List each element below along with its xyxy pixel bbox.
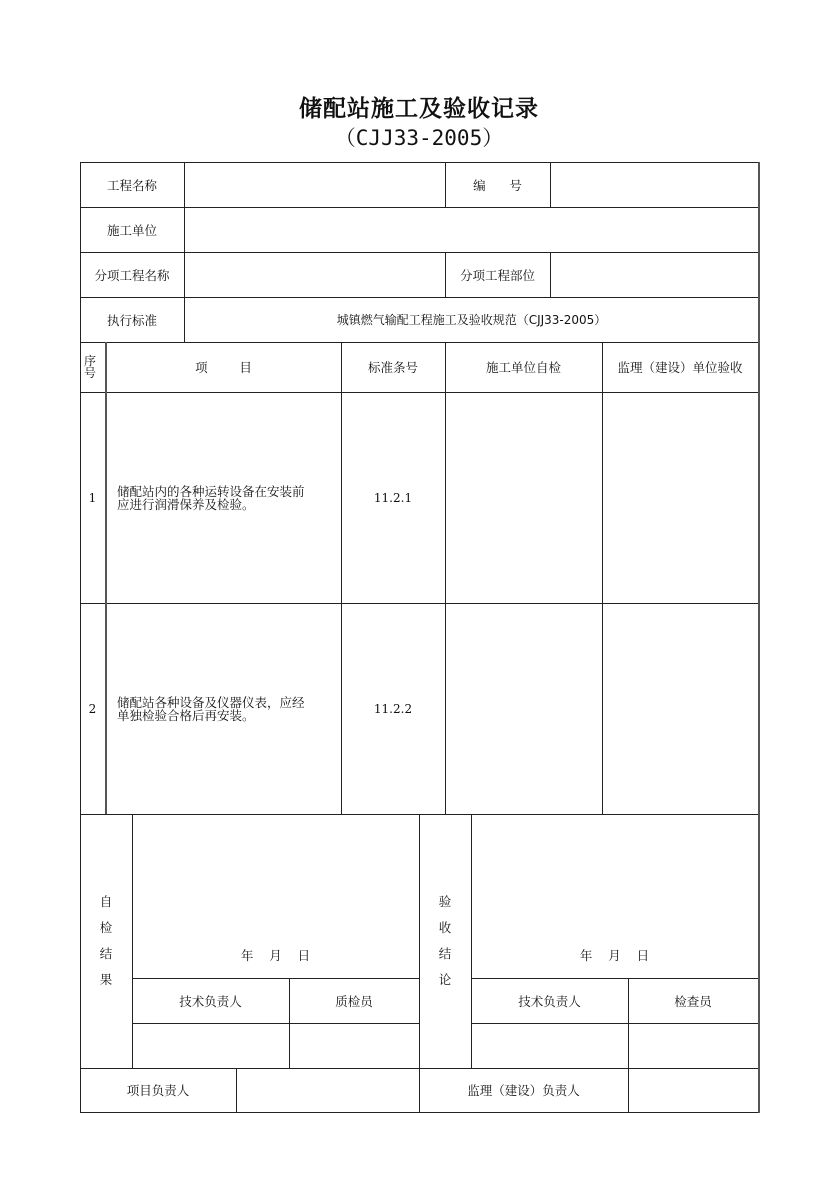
construction-unit-field[interactable]	[185, 208, 758, 252]
self-check-result-label	[80, 814, 132, 1068]
row-1-item	[117, 392, 341, 603]
inspector-label: 检查员	[674, 993, 712, 1009]
acceptance-conclusion-char: 收	[438, 920, 452, 935]
project-lead-label: 项目负责人	[126, 1083, 190, 1098]
supervision-lead-label: 监理（建设）负责人	[467, 1083, 580, 1098]
column-header-seq: 序号	[83, 354, 96, 380]
self-check-result-char: 自	[99, 894, 113, 909]
self-check-date: 年 月 日	[240, 948, 311, 963]
self-check-result-char: 检	[99, 920, 113, 935]
form-subtitle: （CJJ33-2005）	[334, 126, 504, 150]
tech-lead-right-signature[interactable]	[472, 1024, 628, 1068]
project-name-field[interactable]	[185, 163, 445, 207]
number-label: 编 号	[473, 177, 522, 193]
sub-project-name-label: 分项工程名称	[94, 267, 170, 283]
standard-label: 执行标准	[106, 312, 157, 328]
sub-project-name-field[interactable]	[185, 253, 445, 297]
self-check-result-char: 结	[99, 946, 113, 961]
acceptance-conclusion-label	[419, 814, 471, 1068]
row-2-item-line-2: 单独检验合格后再安装。	[117, 707, 255, 723]
row-1-clause: 11.2.1	[373, 490, 413, 505]
row-1-seq: 1	[88, 490, 97, 505]
column-header-clause: 标准条号	[367, 360, 418, 375]
acceptance-conclusion-char: 论	[438, 972, 452, 987]
inspector-signature[interactable]	[629, 1024, 758, 1068]
row-2-item	[117, 603, 341, 814]
acceptance-conclusion-char: 验	[438, 894, 452, 909]
sub-project-location-label: 分项工程部位	[459, 267, 535, 283]
row-2-clause: 11.2.2	[373, 701, 413, 716]
quality-inspector-label: 质检员	[335, 993, 373, 1009]
number-field[interactable]	[551, 163, 758, 207]
row-2-supervision-field[interactable]	[603, 604, 758, 814]
grid-line	[80, 1112, 759, 1113]
self-check-result-char: 果	[99, 972, 113, 987]
standard-value: 城镇燃气输配工程施工及验收规范（CJJ33-2005）	[336, 313, 607, 327]
construction-unit-label: 施工单位	[106, 222, 157, 238]
row-1-supervision-field[interactable]	[603, 393, 758, 603]
project-lead-signature[interactable]	[237, 1069, 419, 1112]
sub-project-location-field[interactable]	[551, 253, 758, 297]
tech-lead-left-signature[interactable]	[133, 1024, 289, 1068]
tech-lead-right-label: 技术负责人	[518, 993, 581, 1009]
column-header-self-check: 施工单位自检	[485, 360, 561, 375]
grid-line	[758, 162, 760, 1113]
column-header-item: 项 目	[195, 360, 252, 375]
project-name-label: 工程名称	[106, 177, 157, 193]
form-title: 储配站施工及验收记录	[299, 96, 539, 122]
acceptance-conclusion-char: 结	[438, 946, 452, 961]
quality-inspector-signature[interactable]	[290, 1024, 419, 1068]
row-2-item-line-1: 储配站各种设备及仪器仪表，应经	[117, 694, 305, 710]
column-header-supervision: 监理（建设）单位验收	[617, 360, 743, 375]
row-1-item-line-1: 储配站内的各种运转设备在安装前	[117, 483, 305, 499]
acceptance-date: 年 月 日	[579, 948, 650, 963]
row-1-item-line-2: 应进行润滑保养及检验。	[117, 496, 255, 512]
row-2-seq: 2	[88, 701, 97, 716]
supervision-lead-signature[interactable]	[629, 1069, 758, 1112]
grid-line	[105, 342, 107, 814]
row-2-self-check-field[interactable]	[446, 604, 602, 814]
tech-lead-left-label: 技术负责人	[179, 993, 242, 1009]
row-1-self-check-field[interactable]	[446, 393, 602, 603]
